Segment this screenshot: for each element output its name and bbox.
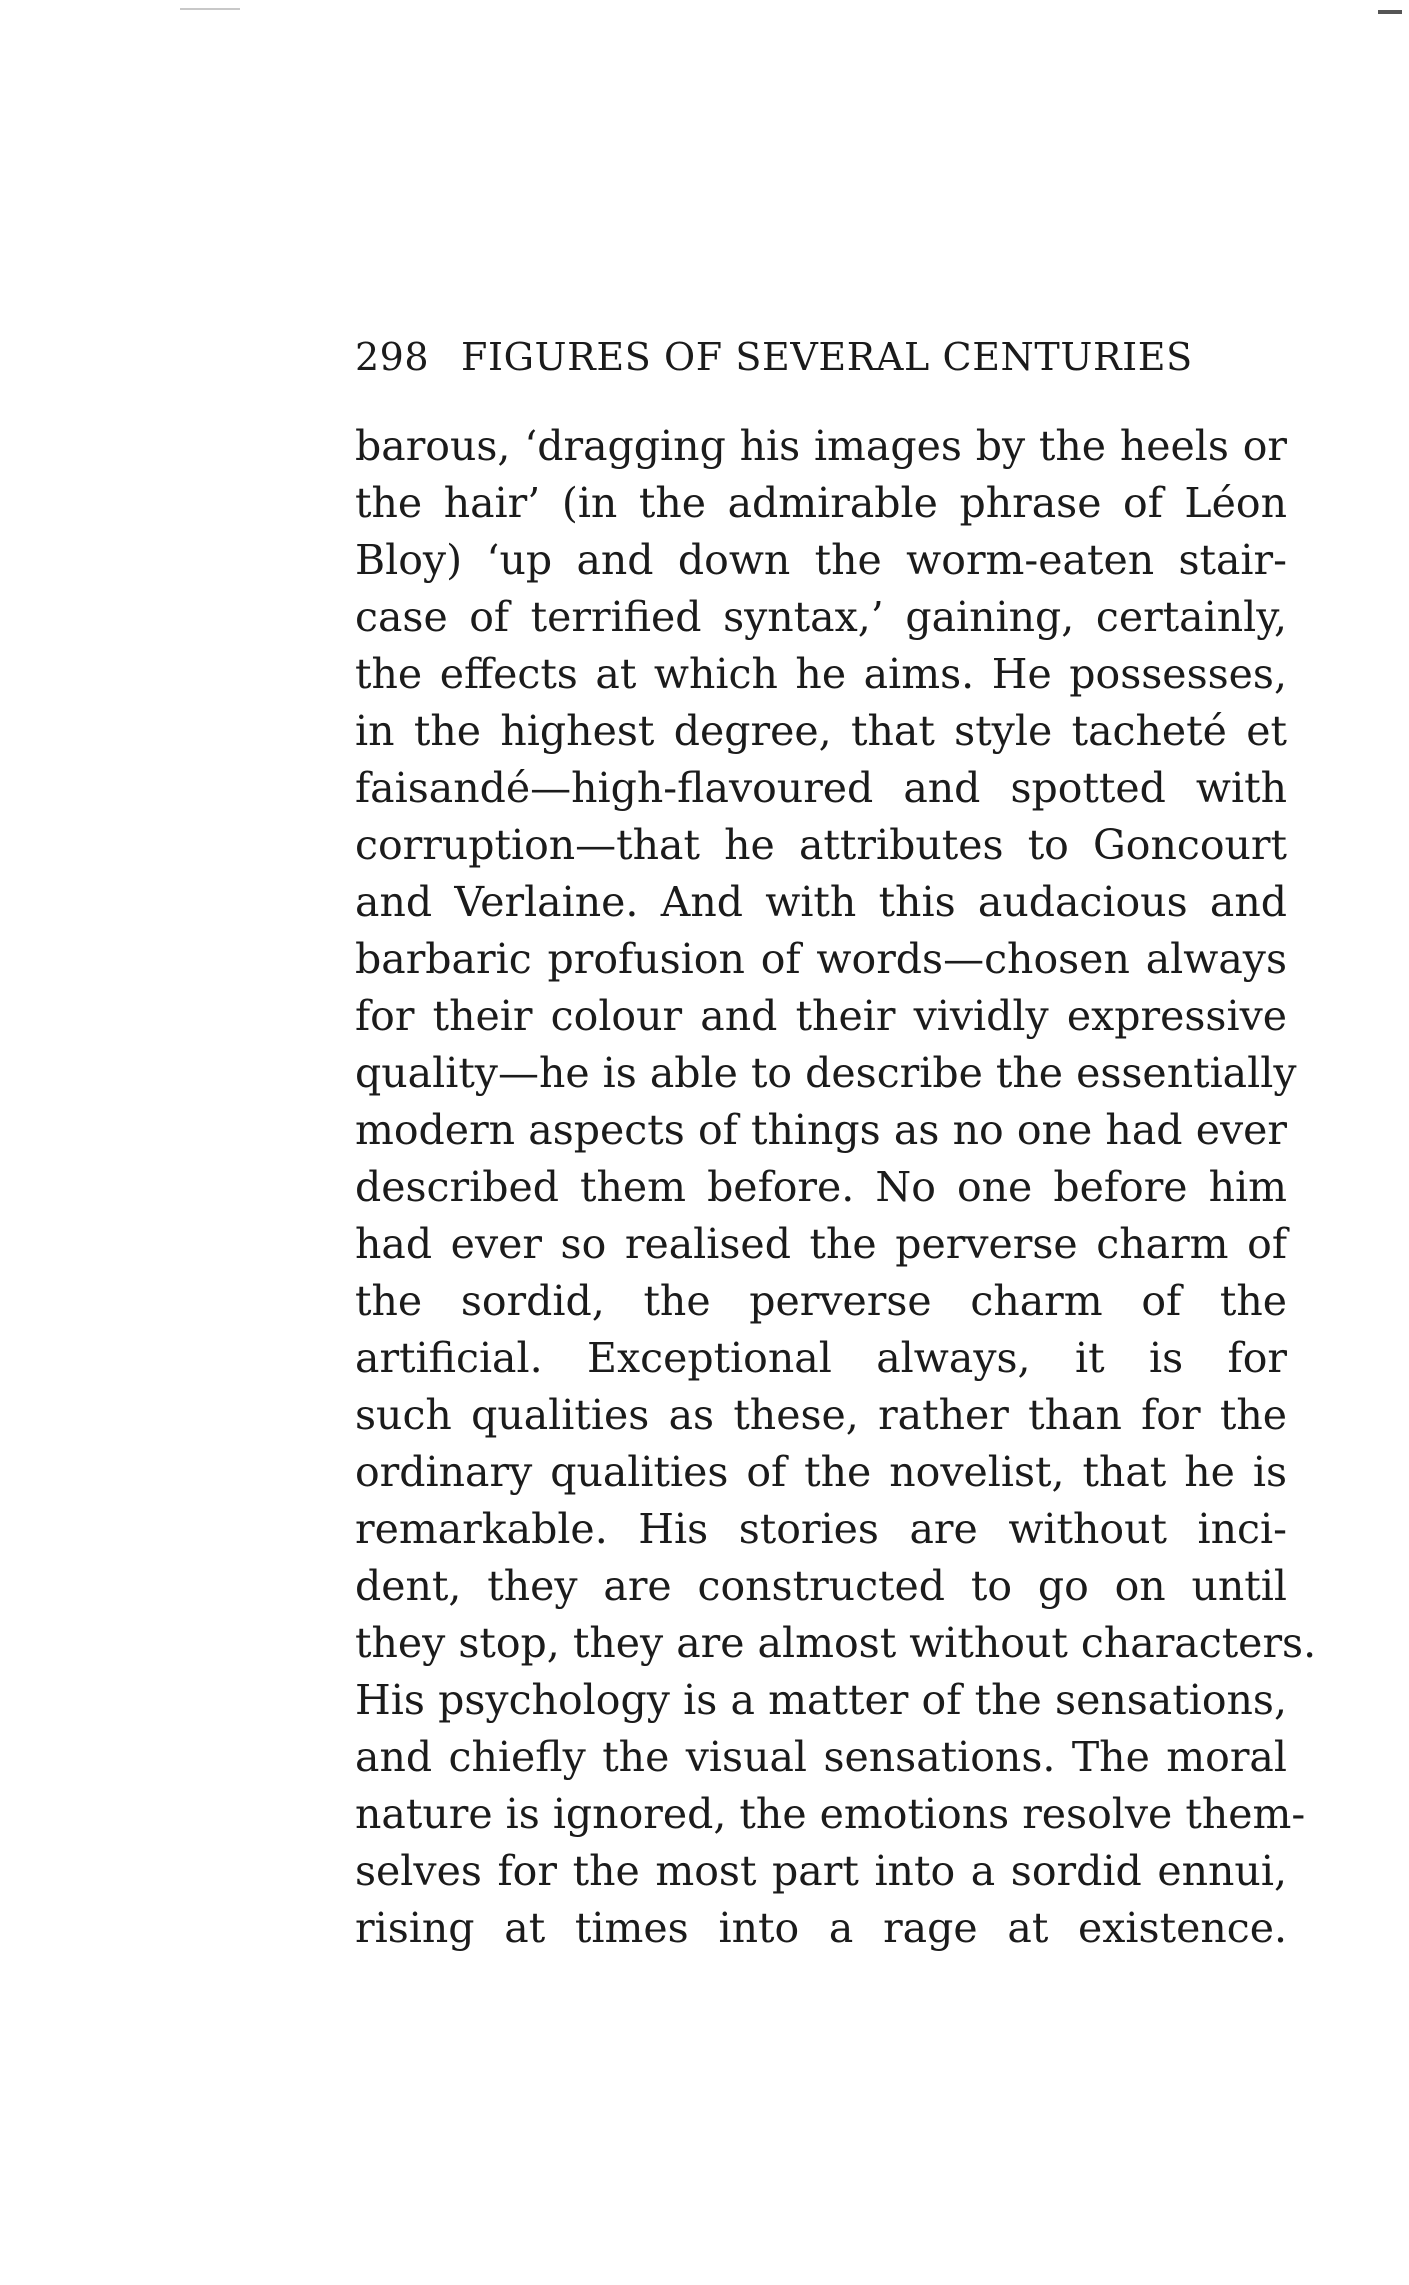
text-line: dent, they are constructed to go on until: [355, 1562, 1287, 1610]
text-line: and chiefly the visual sensations. The moral: [355, 1733, 1287, 1781]
running-head: [355, 327, 1267, 387]
text-line: case of terrified syntax,’ gaining, certainly,: [355, 593, 1287, 641]
text-line: described them before. No one before him: [355, 1163, 1287, 1211]
text-line: such qualities as these, rather than for the: [355, 1391, 1287, 1439]
text-line: Bloy) ‘up and down the worm-eaten stair-: [355, 536, 1287, 584]
text-line: faisandé—high-flavoured and spotted with: [355, 764, 1287, 812]
text-line: barous, ‘dragging his images by the heels or: [355, 422, 1287, 470]
scan-mark-top-right: [1378, 10, 1402, 14]
text-line: for their colour and their vividly expressive: [355, 992, 1287, 1040]
text-line: ordinary qualities of the novelist, that he is: [355, 1448, 1287, 1496]
text-line: nature is ignored, the emotions resolve them-: [355, 1790, 1306, 1838]
text-line: barbaric profusion of words—chosen always: [355, 935, 1287, 983]
scan-mark-top-left: [180, 8, 240, 10]
body-text: [355, 418, 1317, 1957]
text-line: remarkable. His stories are without inci-: [355, 1505, 1287, 1553]
text-line: selves for the most part into a sordid ennui,: [355, 1847, 1287, 1895]
text-line: they stop, they are almost without characters.: [355, 1619, 1317, 1667]
text-line: corruption—that he attributes to Goncourt: [355, 821, 1287, 869]
text-line: had ever so realised the perverse charm of: [355, 1220, 1287, 1268]
text-line: modern aspects of things as no one had ever: [355, 1106, 1287, 1154]
text-line: artificial. Exceptional always, it is for: [355, 1334, 1287, 1382]
text-line: rising at times into a rage at existence.: [355, 1904, 1287, 1952]
page-number: 298: [355, 335, 430, 379]
text-line: in the highest degree, that style tacheté et: [355, 707, 1287, 755]
text-line: the effects at which he aims. He possesses,: [355, 650, 1287, 698]
text-line: and Verlaine. And with this audacious and: [355, 878, 1287, 926]
running-title: FIGURES OF SEVERAL CENTURIES: [461, 335, 1193, 379]
text-line: His psychology is a matter of the sensations,: [355, 1676, 1287, 1724]
text-line: the hair’ (in the admirable phrase of Léon: [355, 479, 1287, 527]
text-line: the sordid, the perverse charm of the: [355, 1277, 1287, 1325]
text-line: quality—he is able to describe the essentially: [355, 1049, 1297, 1097]
